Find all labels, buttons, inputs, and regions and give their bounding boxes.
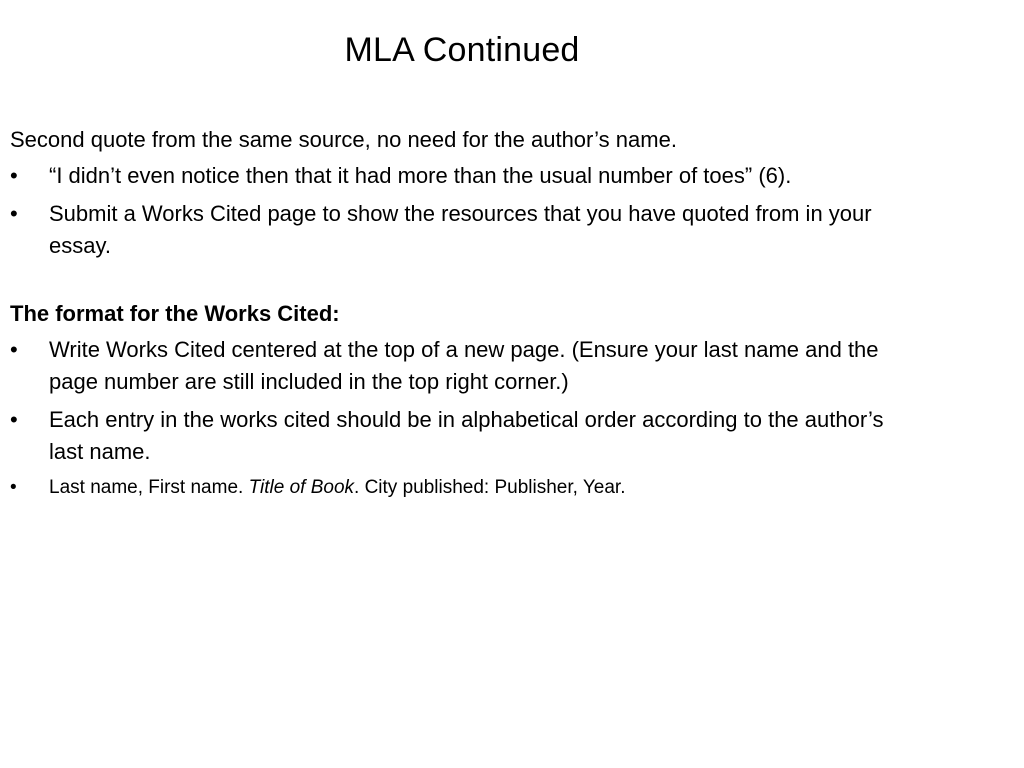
- bullet-centered-title: [10, 334, 910, 398]
- bullet-text: Submit a Works Cited page to show the resources that you have quoted from in your essay.: [49, 201, 872, 258]
- top-bullet-list: [10, 160, 910, 262]
- citation-title: Title of Book: [248, 477, 355, 498]
- format-bullet-list: [10, 334, 910, 502]
- bullet-icon: •: [10, 337, 18, 362]
- slide-body: [10, 124, 910, 508]
- bullet-citation-example: [10, 474, 910, 502]
- format-heading: The format for the Works Cited:: [10, 301, 340, 326]
- bullet-alphabetical: [10, 404, 910, 468]
- bullet-icon: •: [10, 407, 18, 432]
- bullet-icon: •: [10, 201, 18, 226]
- bullet-text: Write Works Cited centered at the top of a new page. (Ensure your last name and the page number are still included in the top right corner.): [49, 337, 879, 394]
- slide-title: MLA Continued: [344, 31, 580, 69]
- citation-prefix: Last name, First name.: [49, 477, 249, 498]
- bullet-icon: •: [10, 477, 17, 498]
- bullet-works-cited-submit: [10, 198, 910, 262]
- citation-suffix: . City published: Publisher, Year.: [354, 477, 626, 498]
- intro-text: Second quote from the same source, no need for the author’s name.: [10, 127, 677, 152]
- bullet-text: “I didn’t even notice then that it had more than the usual number of toes” (6).: [49, 163, 792, 188]
- bullet-icon: •: [10, 163, 18, 188]
- bullet-text: Each entry in the works cited should be in alphabetical order according to the author’s last name.: [49, 407, 884, 464]
- bullet-quote: [10, 160, 910, 192]
